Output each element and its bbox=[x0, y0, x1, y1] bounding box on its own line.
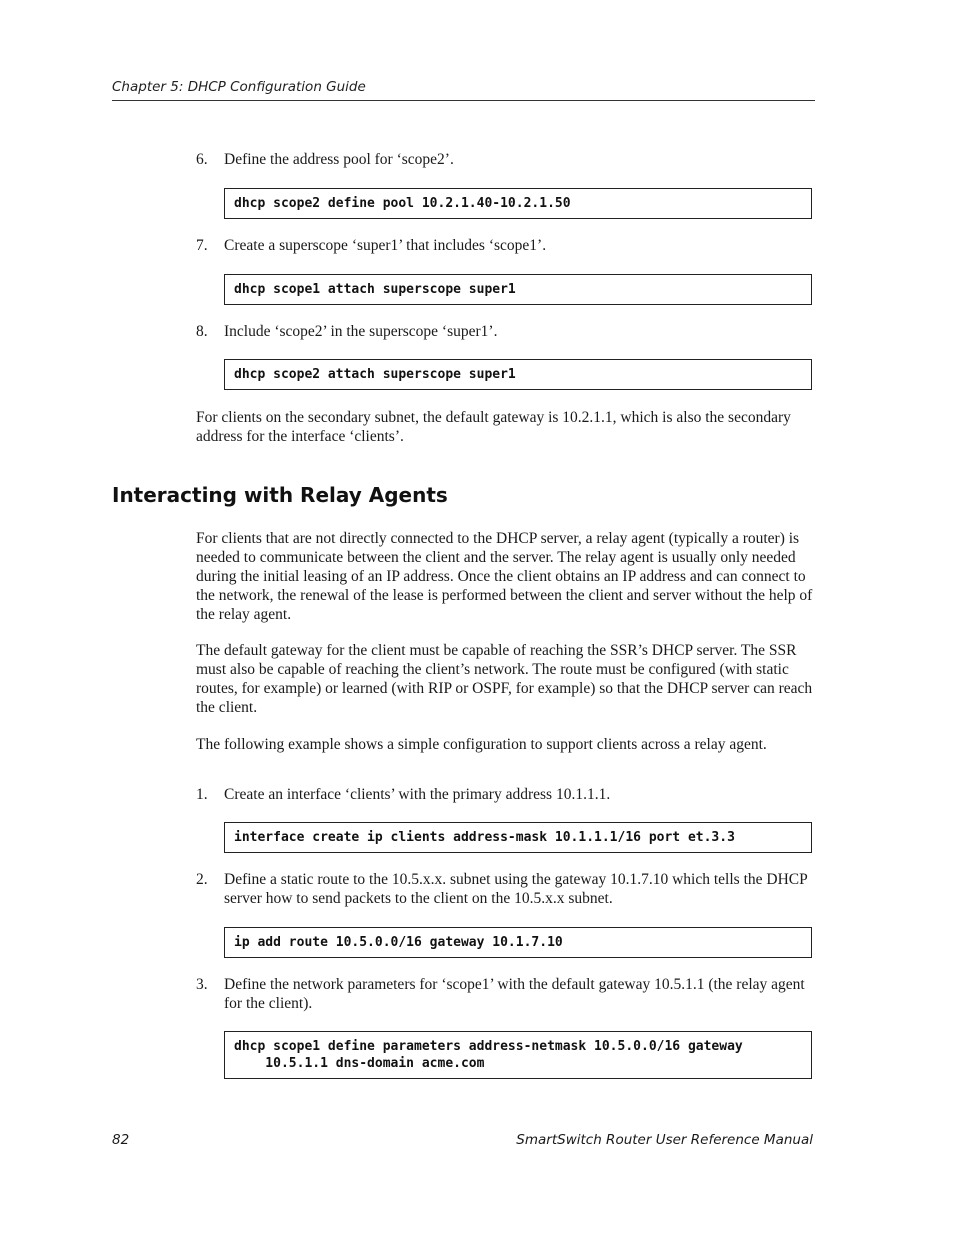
code-block: dhcp scope1 attach superscope super1 bbox=[224, 274, 812, 305]
footer-title: SmartSwitch Router User Reference Manual bbox=[516, 1132, 813, 1148]
step-text: Create a superscope ‘super1’ that includes ‘scope1’. bbox=[224, 237, 547, 254]
paragraph-example-intro: The following example shows a simple configuration to support clients across a relay agent. bbox=[196, 736, 767, 753]
paragraph-relay-intro: For clients that are not directly connected to the DHCP server, a relay agent (typically a router) is needed to communicate between the client and the server. The relay agent is usually only needed during the initial leasing of an IP address. Once the client obtains an IP address and can connect to the network, the renewal of the lease is performed between the client and server without the help of the relay agent. bbox=[196, 530, 813, 623]
step-text: Define the address pool for ‘scope2’. bbox=[224, 151, 454, 168]
step-number: 1. bbox=[196, 786, 208, 803]
paragraph-default-gateway: The default gateway for the client must be capable of reaching the SSR’s DHCP server. The SSR must also be capable of reaching the client’s network. The route must be configured (with static routes, for example) or learned (with RIP or OSPF, for example) so that the DHCP server can reach the client. bbox=[196, 642, 813, 716]
code-block: dhcp scope1 define parameters address-netmask 10.5.0.0/16 gateway 10.5.1.1 dns-domain acme.com bbox=[224, 1031, 812, 1079]
running-header: Chapter 5: DHCP Configuration Guide bbox=[112, 79, 366, 95]
step-text: Define a static route to the 10.5.x.x. subnet using the gateway 10.1.7.10 which tells the DHCP server how to send packets to the client on the 10.5.x.x subnet. bbox=[224, 871, 808, 907]
code-block: dhcp scope2 attach superscope super1 bbox=[224, 359, 812, 390]
step-number: 6. bbox=[196, 151, 208, 168]
step-number: 7. bbox=[196, 237, 208, 254]
section-heading: Interacting with Relay Agents bbox=[112, 483, 448, 507]
page-number: 82 bbox=[112, 1132, 130, 1148]
code-block: ip add route 10.5.0.0/16 gateway 10.1.7.10 bbox=[224, 927, 812, 958]
paragraph-secondary-subnet: For clients on the secondary subnet, the default gateway is 10.2.1.1, which is also the secondary address for the interface ‘clients’. bbox=[196, 409, 791, 445]
step-text: Define the network parameters for ‘scope1’ with the default gateway 10.5.1.1 (the relay agent for the client). bbox=[224, 976, 805, 1012]
step-number: 8. bbox=[196, 323, 208, 340]
step-number: 2. bbox=[196, 871, 208, 888]
header-rule bbox=[112, 100, 815, 101]
step-text: Create an interface ‘clients’ with the primary address 10.1.1.1. bbox=[224, 786, 611, 803]
code-block: dhcp scope2 define pool 10.2.1.40-10.2.1.50 bbox=[224, 188, 812, 219]
step-number: 3. bbox=[196, 976, 208, 993]
step-text: Include ‘scope2’ in the superscope ‘super1’. bbox=[224, 323, 498, 340]
code-block: interface create ip clients address-mask 10.1.1.1/16 port et.3.3 bbox=[224, 822, 812, 853]
